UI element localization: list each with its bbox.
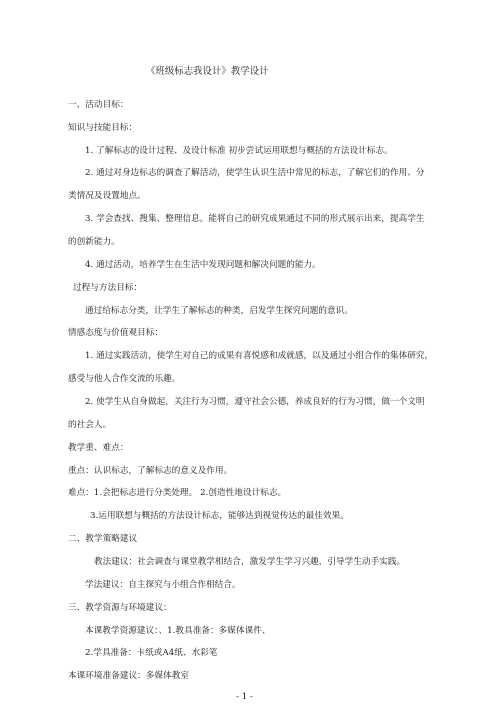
subheading: 教学重、难点： <box>68 443 129 453</box>
paragraph-line: 类情况及设置地点。 <box>68 191 146 201</box>
section-heading: 三、教学资源与环境建议： <box>68 603 172 613</box>
paragraph-line: 教法建议：社会调查与课堂教学相结合，激发学生学习兴趣，引导学生动手实践。 <box>94 557 406 567</box>
paragraph-line: 学法建议：自主探究与小组合作相结合。 <box>85 580 241 590</box>
paragraph-line: 重点：认识标志，了解标志的意义及作用。 <box>68 466 233 476</box>
paragraph-line: 1. 了解标志的设计过程、及设计标准 初步尝试运用联想与概括的方法设计标志。 <box>85 146 393 156</box>
paragraph-line: 的创新能力。 <box>68 237 120 247</box>
paragraph-line: 3. 学会查找、搜集、整理信息。能将自己的研究成果通过不同的形式展示出来，提高学生 <box>85 214 425 224</box>
document-title: 《班级标志我设计》教学设计 <box>146 66 269 77</box>
page-number: - 1 - <box>236 692 253 702</box>
paragraph-line: 本课教学资源建议：、1.教具准备：多媒体课件、 <box>85 626 271 636</box>
subheading: 知识与技能目标： <box>68 123 138 133</box>
paragraph-line: 的社会人。 <box>68 420 112 430</box>
paragraph-line: 2. 通过对身边标志的调查了解活动，使学生认识生活中常见的标志，了解它们的作用、分 <box>85 168 425 178</box>
subheading: 情感态度与价值观目标： <box>68 328 164 338</box>
paragraph-line: 本课环境准备建议：多媒体教室 <box>68 671 190 681</box>
section-heading: 一、活动目标： <box>68 100 129 110</box>
paragraph-line: 2. 使学生从自身做起，关注行为习惯，遵守社会公德，养成良好的行为习惯，做一个文明 <box>85 397 425 407</box>
paragraph-line: 感受与他人合作交流的乐趣。 <box>68 374 181 384</box>
paragraph-line: 2.学具准备：卡纸或A4纸、水彩笔 <box>85 648 218 658</box>
section-heading: 二、教学策略建议 <box>68 534 138 544</box>
paragraph-line: 通过给标志分类，让学生了解标志的种类，启发学生探究问题的意识。 <box>85 306 353 316</box>
paragraph-line: 4. 通过活动，培养学生在生活中发现问题和解决问题的能力。 <box>85 260 321 270</box>
paragraph-line: 1. 通过实践活动，使学生对自己的成果有喜悦感和成就感，以及通过小组合作的集体研究， <box>85 351 434 361</box>
paragraph-line: 难点：1.会把标志进行分类处理。 2.创造性地设计标志。 <box>68 488 287 498</box>
paragraph-line: 3.运用联想与概括的方法设计标志，能够达到视觉传达的最佳效果。 <box>90 511 349 521</box>
subheading: 过程与方法目标： <box>73 283 143 293</box>
